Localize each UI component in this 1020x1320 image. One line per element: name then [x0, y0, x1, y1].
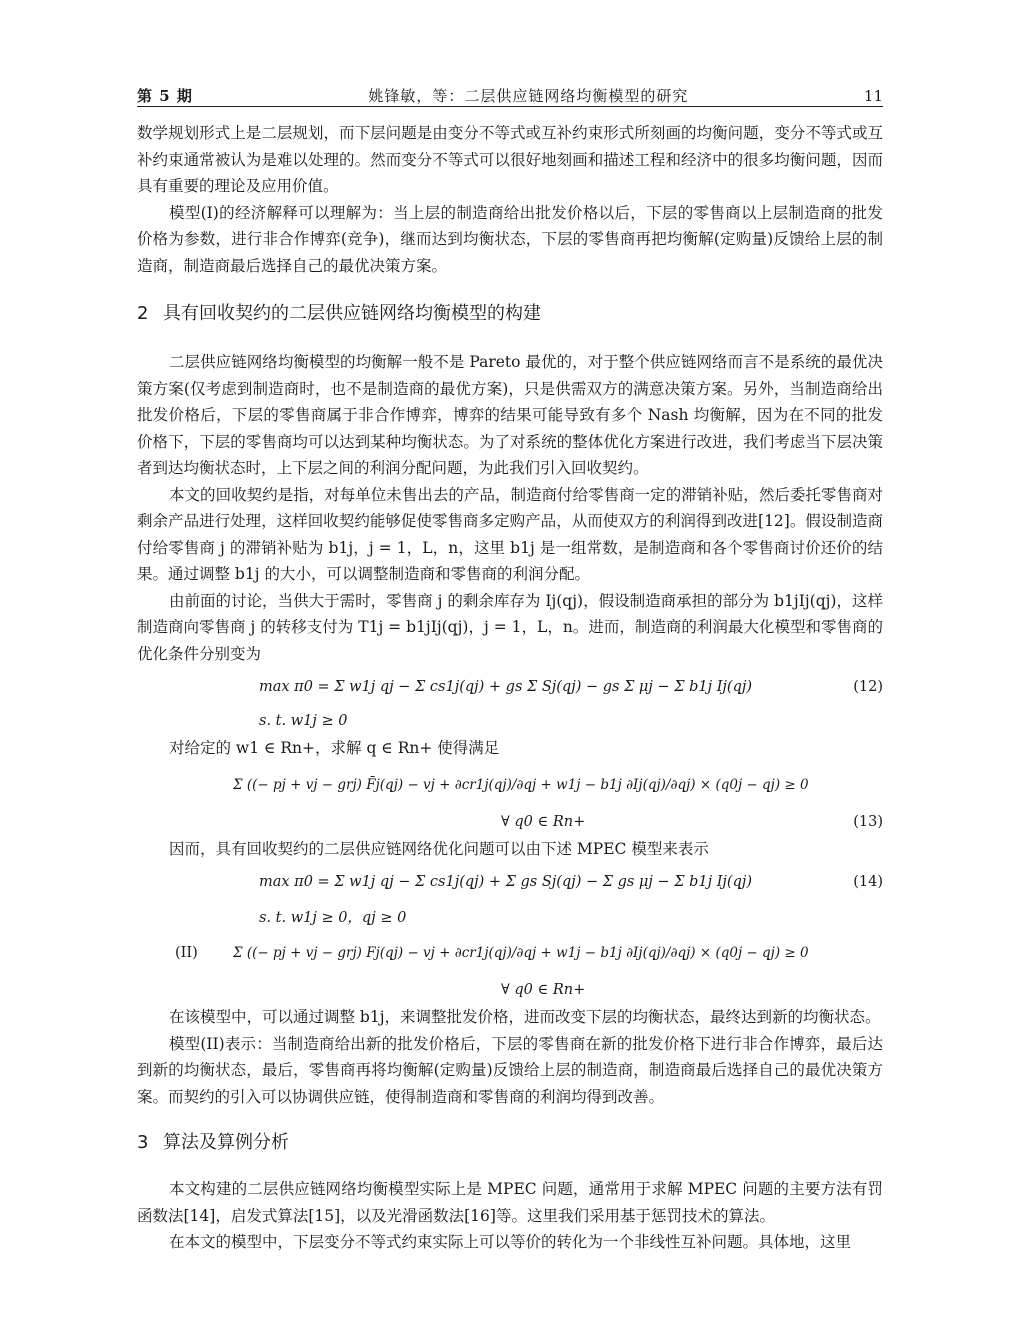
intro-paragraph-1: 数学规划形式上是二层规划，而下层问题是由变分不等式或互补约束形式所刻画的均衡问题，变分不等式或互补约束通常被认为是难以处理的。然而变分不等式可以很好地刻画和描述工程和经济中的很多均衡问题，因而具有重要的理论及应用价值。	[137, 124, 883, 195]
section-2-number: 2	[137, 303, 149, 324]
equation-14-lower-level	[137, 930, 883, 976]
section-3-number: 3	[137, 1132, 149, 1153]
section-3-heading	[137, 1130, 883, 1156]
section-3-paragraph-1: 本文构建的二层供应链网络均衡模型实际上是 MPEC 问题，通常用于求解 MPEC 问题的主要方法有罚函数法[14]，启发式算法[15]，以及光滑函数法[16]等。这里我们采用基于惩罚技术的算法。	[137, 1180, 883, 1225]
model-2-tag: (II)	[175, 945, 198, 961]
equation-13	[137, 762, 883, 808]
equation-14-lower-expression: Σ ((− pj + vj − grj) Fj(qj) − vj + ∂cr1j(qj)/∂qj + w1j − b1j ∂Ij(qj)/∂qj) × (q0j − qj) ≥ 0	[233, 945, 809, 961]
equation-12-constraint-text: s. t. w1j ≥ 0	[259, 713, 348, 729]
equation-14-forall: ∀ q0 ∈ Rn+	[501, 982, 586, 998]
equation-13-forall-row	[137, 808, 883, 836]
section-2-paragraph-2: 本文的回收契约是指，对每单位未售出去的产品，制造商付给零售商一定的滞销补贴，然后委托零售商对剩余产品进行处理，这样回收契约能够促使零售商多定购产品，从而使双方的利润得到改进[12]。假设制造商付给零售商 j 的滞销补贴为 b1j，j = 1，L，n，这里 b1j 是一组常数，是制造商和各个零售商讨价还价的结果。通过调整 b1j 的大小，可以调整制造商和零售商的利润分配。	[137, 485, 883, 583]
section-2-title: 具有回收契约的二层供应链网络均衡模型的构建	[163, 303, 541, 324]
equation-14-constraint	[137, 902, 883, 930]
equation-12-label: (12)	[853, 679, 883, 695]
section-2-paragraph-5: 模型(II)表示：当制造商给出新的批发价格后，下层的零售商在新的批发价格下进行非合作博弈，最后达到新的均衡状态，最后，零售商再将均衡解(定购量)反馈给上层的制造商，制造商最后选择自己的最优决策方案。而契约的引入可以协调供应链，使得制造商和零售商的利润均得到改善。	[137, 1034, 883, 1106]
equation-13-expression: Σ ((− pj + vj − grj) F̄j(qj) − vj + ∂cr1j(qj)/∂qj + w1j − b1j ∂Ij(qj)/∂qj) × (q0j − qj) ≥ 0	[233, 776, 809, 793]
equation-13-label: (13)	[853, 813, 883, 830]
given-w1-text: 对给定的 w1 ∈ Rn+，求解 q ∈ Rn+ 使得满足	[169, 739, 500, 757]
section-3-title: 算法及算例分析	[163, 1132, 289, 1153]
page-number: 11	[863, 87, 883, 105]
section-2-paragraph-4: 在该模型中，可以通过调整 b1j，来调整批发价格，进而改变下层的均衡状态，最终达到新的均衡状态。	[169, 1008, 881, 1026]
section-2-paragraph-3: 由前面的讨论，当供大于需时，零售商 j 的剩余库存为 Ij(qj)，假设制造商承担的部分为 b1jIj(qj)，这样制造商向零售商 j 的转移支付为 T1j = b1jIj(qj)，j = 1，L，n。进而，制造商的利润最大化模型和零售商的优化条件分别变为	[137, 591, 883, 663]
equation-14	[137, 862, 883, 902]
header-rule	[137, 106, 883, 107]
equation-14-expression: max π0 = Σ w1j qj − Σ cs1j(qj) + Σ gs Sj(qj) − Σ gs μj − Σ b1j Ij(qj)	[259, 874, 753, 890]
running-title: 姚锋敏，等：二层供应链网络均衡模型的研究	[368, 87, 689, 105]
page-body	[137, 120, 883, 1256]
section-3-paragraph-2: 在本文的模型中，下层变分不等式约束实际上可以等价的转化为一个非线性互补问题。具体地，这里	[169, 1233, 852, 1251]
equation-12-constraint	[137, 707, 883, 735]
running-header	[137, 80, 883, 106]
equation-13-forall: ∀ q0 ∈ Rn+	[501, 813, 586, 830]
section-2-paragraph-1: 二层供应链网络均衡模型的均衡解一般不是 Pareto 最优的，对于整个供应链网络而言不是系统的最优决策方案(仅考虑到制造商时，也不是制造商的最优方案)，只是供需双方的满意决策方案。另外，当制造商给出批发价格后，下层的零售商属于非合作博弈，博弈的结果可能导致有多个 Nash 均衡解，因为在不同的批发价格下，下层的零售商均可以达到某种均衡状态。为了对系统的整体优化方案进行改进，我们考虑当下层决策者到达均衡状态时，上下层之间的利润分配问题，为此我们引入回收契约。	[137, 353, 883, 477]
equation-14-label: (14)	[853, 874, 883, 890]
mpec-intro-text: 因而，具有回收契约的二层供应链网络优化问题可以由下述 MPEC 模型来表示	[169, 839, 709, 858]
equation-14-constraint-text: s. t. w1j ≥ 0，qj ≥ 0	[259, 909, 407, 926]
equation-12	[137, 667, 883, 707]
issue-label: 第 5 期	[137, 87, 193, 105]
section-2-heading	[137, 301, 883, 327]
intro-paragraph-2: 模型(I)的经济解释可以理解为：当上层的制造商给出批发价格以后，下层的零售商以上层制造商的批发价格为参数，进行非合作博弈(竞争)，继而达到均衡状态，下层的零售商再把均衡解(定购量)反馈给上层的制造商，制造商最后选择自己的最优决策方案。	[137, 203, 883, 275]
equation-12-expression: max π0 = Σ w1j qj − Σ cs1j(qj) + gs Σ Sj(qj) − gs Σ μj − Σ b1j Ij(qj)	[259, 679, 753, 695]
equation-14-forall-row	[137, 976, 883, 1004]
